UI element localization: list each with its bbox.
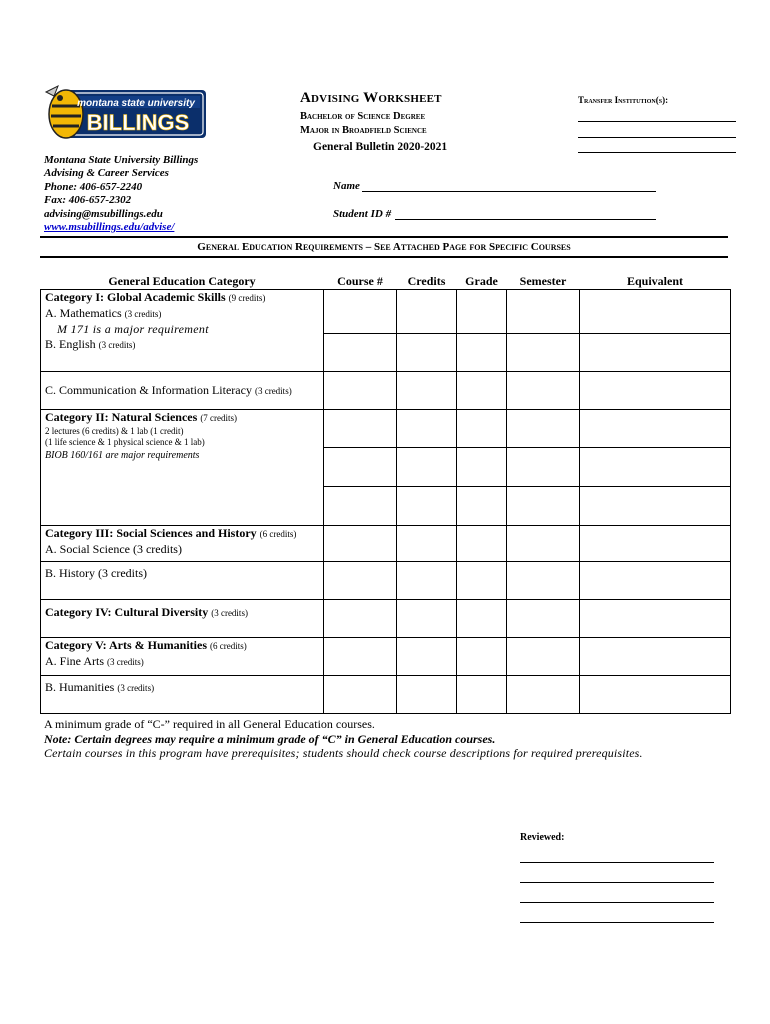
math-credits: (3 credits) (124, 309, 162, 319)
cell-grade[interactable] (457, 448, 507, 487)
cell-course[interactable] (324, 526, 397, 562)
cell-equivalent[interactable] (580, 448, 731, 487)
cell-credits[interactable] (397, 638, 457, 676)
transfer-label: Transfer Institution(s): (578, 95, 669, 105)
cat1-math-cell (41, 290, 324, 372)
fine-arts-label: A. Fine Arts (45, 654, 105, 668)
cat3-title: Category III: Social Sciences and History (45, 526, 257, 540)
col-header-credits: Credits (407, 274, 446, 288)
cell-grade[interactable] (457, 410, 507, 448)
website-link[interactable]: www.msubillings.edu/advise/ (44, 221, 175, 234)
cell-equivalent[interactable] (580, 676, 731, 714)
cat5-a-cell (41, 638, 324, 676)
cat5-title: Category V: Arts & Humanities (45, 638, 207, 652)
section-heading: General Education Requirements – See Attached Page for Specific Courses (40, 236, 728, 258)
cat2-title: Category II: Natural Sciences (45, 410, 198, 424)
cell-credits[interactable] (397, 290, 457, 334)
cell-course[interactable] (324, 600, 397, 638)
cell-course[interactable] (324, 487, 397, 526)
logo-text-main: BILLINGS (86, 110, 190, 135)
cell-credits[interactable] (397, 526, 457, 562)
cell-semester[interactable] (507, 600, 580, 638)
phone: Phone: 406-657-2240 (44, 180, 143, 193)
cell-credits[interactable] (397, 676, 457, 714)
cell-equivalent[interactable] (580, 562, 731, 600)
cell-semester[interactable] (507, 410, 580, 448)
cell-semester[interactable] (507, 638, 580, 676)
cell-semester[interactable] (507, 562, 580, 600)
cell-grade[interactable] (457, 487, 507, 526)
note-degree-grade: Note: Certain degrees may require a minimum grade of “C” in General Education courses. (44, 731, 496, 746)
col-header-semester: Semester (519, 274, 567, 288)
cell-credits[interactable] (397, 334, 457, 372)
page-title: Advising Worksheet (300, 90, 442, 106)
cell-semester[interactable] (507, 676, 580, 714)
cell-credits[interactable] (397, 600, 457, 638)
reviewed-line-2[interactable] (520, 882, 714, 883)
reviewed-label: Reviewed: (520, 832, 565, 843)
gen-ed-table (40, 269, 731, 714)
cell-credits[interactable] (397, 372, 457, 410)
cell-course[interactable] (324, 290, 397, 334)
cell-equivalent[interactable] (580, 372, 731, 410)
reviewed-line-3[interactable] (520, 902, 714, 903)
cell-credits[interactable] (397, 410, 457, 448)
cell-equivalent[interactable] (580, 526, 731, 562)
cell-credits[interactable] (397, 487, 457, 526)
cell-grade[interactable] (457, 600, 507, 638)
cell-equivalent[interactable] (580, 334, 731, 372)
cat2-note: BIOB 160/161 are major requirements (45, 450, 200, 461)
transfer-line-3[interactable] (578, 152, 736, 153)
col-header-grade: Grade (465, 274, 498, 288)
reviewed-line-4[interactable] (520, 922, 714, 923)
cell-credits[interactable] (397, 448, 457, 487)
cell-grade[interactable] (457, 562, 507, 600)
cell-grade[interactable] (457, 526, 507, 562)
cat5-b-cell (41, 676, 324, 714)
cat3-a-cell (41, 526, 324, 562)
transfer-line-1[interactable] (578, 121, 736, 122)
humanities-label: B. Humanities (45, 680, 115, 694)
name-label: Name (333, 180, 360, 192)
cell-semester[interactable] (507, 526, 580, 562)
student-id-field[interactable] (395, 219, 656, 220)
cell-course[interactable] (324, 448, 397, 487)
comm-credits: (3 credits) (254, 385, 292, 396)
fax: Fax: 406-657-2302 (44, 194, 132, 207)
bulletin-year: General Bulletin 2020-2021 (313, 141, 448, 153)
msu-billings-logo (44, 84, 208, 144)
cell-credits[interactable] (397, 562, 457, 600)
cell-grade[interactable] (457, 334, 507, 372)
cat2-credits: (7 credits) (200, 413, 238, 423)
org-name: Montana State University Billings (44, 154, 199, 166)
notes (44, 717, 643, 761)
cell-equivalent[interactable] (580, 410, 731, 448)
reviewed-line-1[interactable] (520, 862, 714, 863)
cell-semester[interactable] (507, 487, 580, 526)
cell-course[interactable] (324, 562, 397, 600)
fine-arts-credits: (3 credits) (107, 657, 144, 667)
logo-text-top: montana state university (77, 98, 195, 109)
cell-equivalent[interactable] (580, 600, 731, 638)
transfer-line-2[interactable] (578, 137, 736, 138)
comm-label: C. Communication & Information Literacy (45, 382, 252, 397)
cell-course[interactable] (324, 676, 397, 714)
note-min-grade: A minimum grade of “C-” required in all General Education courses. (44, 717, 375, 731)
cell-course[interactable] (324, 334, 397, 372)
math-label: A. Mathematics (45, 306, 122, 320)
cell-equivalent[interactable] (580, 487, 731, 526)
cell-grade[interactable] (457, 290, 507, 334)
cell-course[interactable] (324, 410, 397, 448)
cat5-credits: (6 credits) (210, 641, 247, 651)
math-note: M 171 is a major requirement (57, 322, 209, 336)
cat1-title: Category I: Global Academic Skills (45, 290, 226, 304)
cat2-line2: (1 life science & 1 physical science & 1 lab) (45, 437, 205, 447)
major-subtitle: Major in Broadfield Science (300, 125, 427, 136)
email: advising@msubillings.edu (44, 207, 163, 220)
history-label: B. History (3 credits) (45, 566, 147, 580)
contact-info (44, 154, 198, 234)
cell-grade[interactable] (457, 372, 507, 410)
name-field[interactable] (362, 191, 656, 192)
cell-grade[interactable] (457, 638, 507, 676)
cell-semester[interactable] (507, 334, 580, 372)
humanities-credits: (3 credits) (117, 683, 155, 693)
cell-equivalent[interactable] (580, 638, 731, 676)
cat2-line1: 2 lectures (6 credits) & 1 lab (1 credit) (45, 426, 184, 436)
cat1-credits: (9 credits) (228, 293, 266, 303)
col-header-category: General Education Category (108, 274, 256, 288)
cell-equivalent[interactable] (580, 290, 731, 334)
cat4-title: Category IV: Cultural Diversity (45, 605, 209, 619)
degree-subtitle: Bachelor of Science Degree (300, 111, 426, 122)
col-header-course: Course # (337, 274, 383, 288)
cat3-credits: (6 credits) (259, 529, 297, 539)
cat2-cell (41, 410, 324, 526)
cat4-credits: (3 credits) (211, 608, 248, 618)
cat1-comm-cell (41, 372, 324, 410)
col-header-equivalent: Equivalent (626, 274, 683, 288)
note-prerequisites: Certain courses in this program have prerequisites; students should check course descriptions for required prerequisites. (44, 746, 643, 760)
cell-course[interactable] (324, 638, 397, 676)
student-id-label: Student ID # (333, 208, 392, 220)
cat3-b-cell (41, 562, 324, 600)
cell-semester[interactable] (507, 372, 580, 410)
cat4-cell (41, 600, 324, 638)
english-label: B. English (45, 337, 96, 351)
social-science-label: A. Social Science (3 credits) (45, 542, 182, 556)
department: Advising & Career Services (44, 167, 169, 180)
cell-grade[interactable] (457, 676, 507, 714)
cell-course[interactable] (324, 372, 397, 410)
cell-semester[interactable] (507, 290, 580, 334)
cell-semester[interactable] (507, 448, 580, 487)
english-credits: (3 credits) (98, 340, 136, 350)
